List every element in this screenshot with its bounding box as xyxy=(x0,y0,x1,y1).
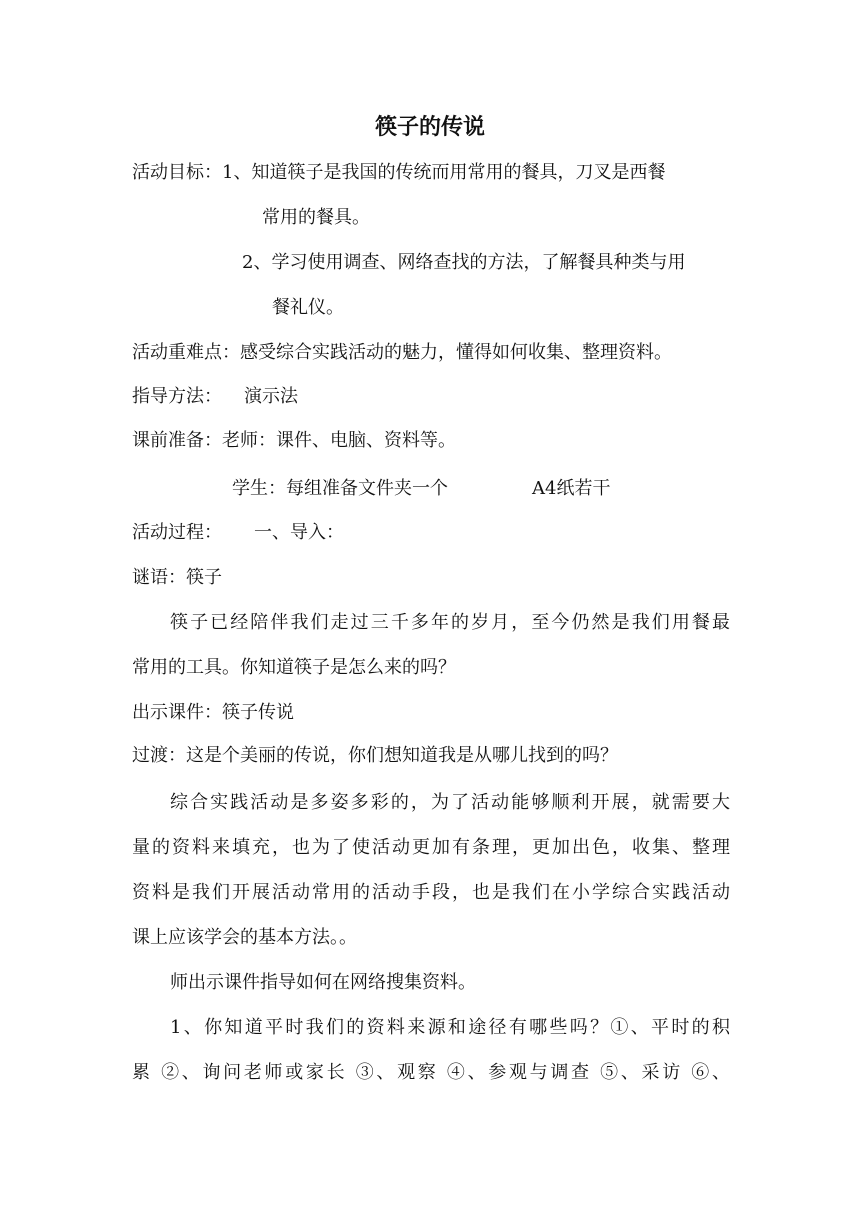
key-points: 活动重难点：感受综合实践活动的魅力，懂得如何收集、整理资料。 xyxy=(132,342,672,363)
process-label: 活动过程： xyxy=(132,522,222,543)
goals-label: 活动目标： xyxy=(132,162,222,183)
para4-line-1: 1、你知道平时我们的资料来源和途径有哪些吗？①、平时的积 xyxy=(170,1017,730,1038)
riddle: 谜语：筷子 xyxy=(132,567,222,588)
page-title: 筷子的传说 xyxy=(374,115,485,140)
para2-line-1: 综合实践活动是多姿多彩的，为了活动能够顺利开展，就需要大 xyxy=(170,792,730,813)
goal-1-line-2: 常用的餐具。 xyxy=(262,207,370,228)
process-step: 一、导入： xyxy=(254,522,344,543)
preparation-student xyxy=(232,476,610,502)
goals-line-1 xyxy=(132,160,665,186)
para2-line-3: 资料是我们开展活动常用的活动手段，也是我们在小学综合实践活动 xyxy=(132,882,730,903)
method-value: 演示法 xyxy=(244,386,298,407)
method-line xyxy=(132,384,298,410)
para1-line-2: 常用的工具。你知道筷子是怎么来的吗？ xyxy=(132,657,456,678)
para4-line-2: 累 ②、询问老师或家长 ③、观察 ④、参观与调查 ⑤、采访 ⑥、 xyxy=(132,1062,730,1083)
para2-line-2: 量的资料来填充，也为了使活动更加有条理，更加出色，收集、整理 xyxy=(132,837,730,858)
para3: 师出示课件指导如何在网络搜集资料。 xyxy=(170,972,476,993)
goal-2-line-2: 餐礼仪。 xyxy=(272,297,344,318)
goal-1-line-1: 1、知道筷子是我国的传统而用常用的餐具，刀叉是西餐 xyxy=(222,162,666,183)
transition: 过渡：这是个美丽的传说，你们想知道我是从哪儿找到的吗？ xyxy=(132,745,618,766)
show-courseware: 出示课件：筷子传说 xyxy=(132,702,294,723)
method-label: 指导方法： xyxy=(132,386,222,407)
para2-line-4: 课上应该学会的基本方法。。 xyxy=(132,927,357,948)
preparation-teacher: 课前准备：老师：课件、电脑、资料等。 xyxy=(132,430,456,451)
process-line xyxy=(132,520,344,546)
student-prep: 学生：每组准备文件夹一个 xyxy=(232,478,448,499)
student-paper: A4纸若干 xyxy=(532,478,611,499)
para1-line-1: 筷子已经陪伴我们走过三千多年的岁月，至今仍然是我们用餐最 xyxy=(170,612,730,633)
goal-2-line-1: 2、学习使用调查、网络查找的方法，了解餐具种类与用 xyxy=(242,252,686,273)
